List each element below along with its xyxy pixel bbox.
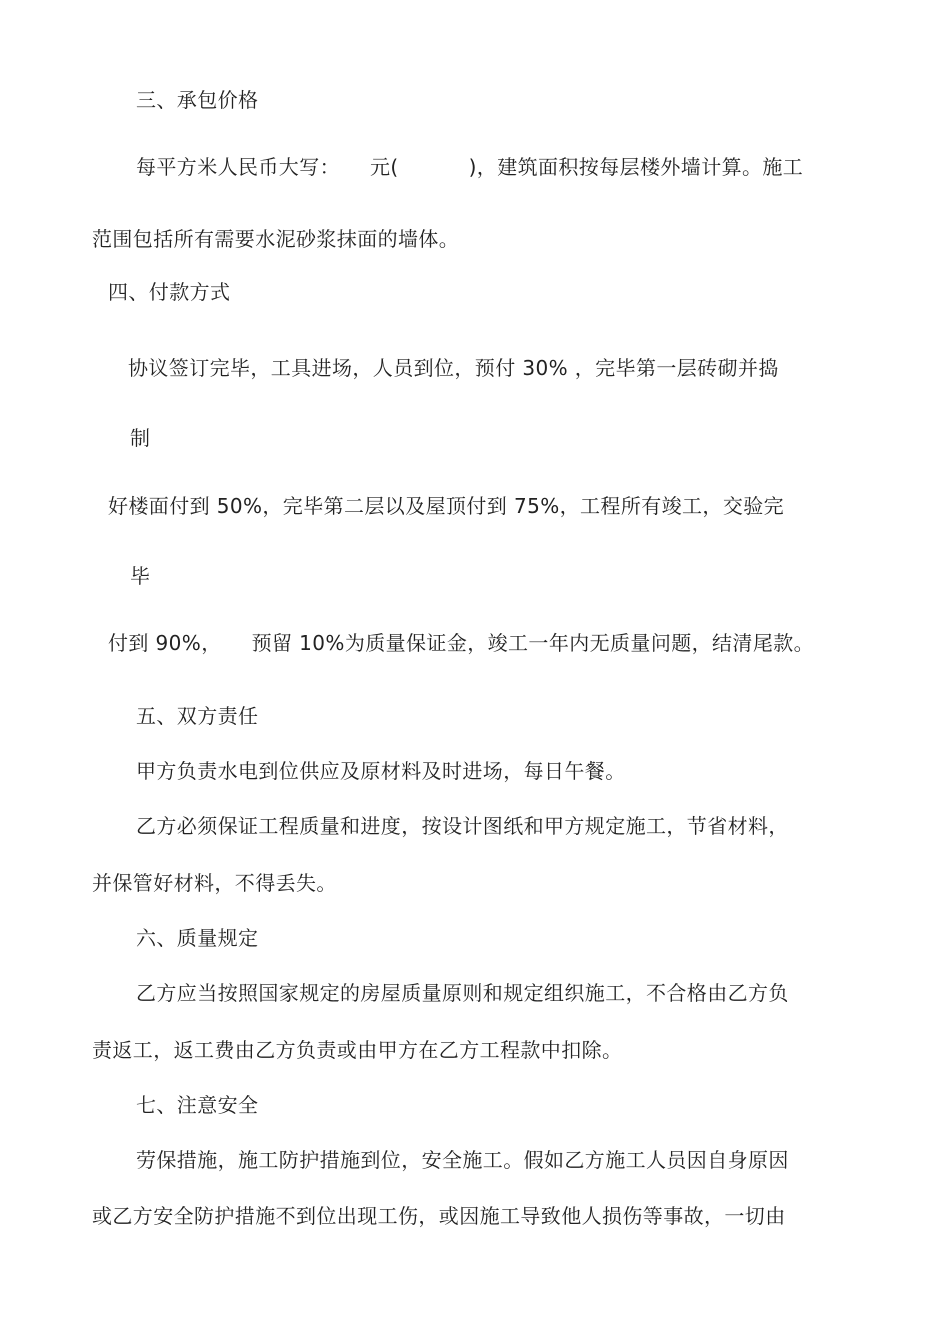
section-6-heading: 六、质量规定 <box>136 926 259 950</box>
section-4-line-1: 协议签订完毕，工具进场，人员到位，预付 30% ，完毕第一层砖砌并捣 <box>128 356 779 380</box>
payment-90-percent: 付到 90%， <box>108 631 222 655</box>
price-tail: )，建筑面积按每层楼外墙计算。施工 <box>468 155 804 179</box>
retention-clause: 预留 10%为质量保证金，竣工一年内无质量问题，结清尾款。 <box>251 631 815 655</box>
section-4-line-4: 毕 <box>130 564 151 588</box>
section-4-line-2: 制 <box>130 426 151 450</box>
section-7-paragraph-line-1: 劳保措施，施工防护措施到位，安全施工。假如乙方施工人员因自身原因 <box>136 1148 789 1172</box>
section-5-paragraph-1: 甲方负责水电到位供应及原材料及时进场，每日午餐。 <box>136 759 626 783</box>
price-unit: 元( <box>370 155 399 179</box>
section-7-paragraph-line-2: 或乙方安全防护措施不到位出现工伤，或因施工导致他人损伤等事故，一切由 <box>92 1204 786 1228</box>
section-3-paragraph-line-2: 范围包括所有需要水泥砂浆抹面的墙体。 <box>92 227 460 251</box>
section-4-line-3: 好楼面付到 50%，完毕第二层以及屋顶付到 75%，工程所有竣工，交验完 <box>108 494 785 518</box>
section-7-heading: 七、注意安全 <box>136 1093 259 1117</box>
section-4-line-5 <box>108 630 814 656</box>
section-6-paragraph-line-2: 责返工，返工费由乙方负责或由甲方在乙方工程款中扣除。 <box>92 1038 623 1062</box>
section-3-heading: 三、承包价格 <box>136 88 259 112</box>
section-5-paragraph-2-line-2: 并保管好材料，不得丢失。 <box>92 871 337 895</box>
section-3-paragraph-line-1 <box>136 154 803 180</box>
section-5-paragraph-2-line-1: 乙方必须保证工程质量和进度，按设计图纸和甲方规定施工，节省材料， <box>136 814 789 838</box>
section-6-paragraph-line-1: 乙方应当按照国家规定的房屋质量原则和规定组织施工，不合格由乙方负 <box>136 981 789 1005</box>
section-5-heading: 五、双方责任 <box>136 704 259 728</box>
section-4-heading: 四、付款方式 <box>108 280 231 304</box>
price-label: 每平方米人民币大写： <box>136 155 340 179</box>
